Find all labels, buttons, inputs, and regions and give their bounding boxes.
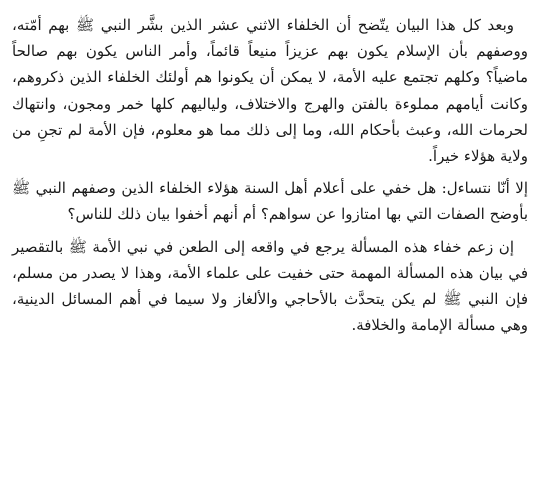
paragraph-3 xyxy=(12,234,528,339)
paragraph-2 xyxy=(12,175,528,227)
paragraph-2-text: إلا أنّا نتساءل: هل خفي على أعلام أهل السنة هؤلاء الخلفاء الذين وصفهم النبي ﷺ بأوضح الصفات التي بها امتازوا عن سواهم؟ أم أنهم أخفوا بيان ذلك للناس؟ xyxy=(12,179,528,224)
paragraph-3-text: إن زعم خفاء هذه المسألة يرجع في واقعه إلى الطعن في نبي الأمة ﷺ بالتقصير في بيان هذه المسألة المهمة حتى خفيت على علماء الأمة، وهذا لا يصدر من مسلم، فإن النبي ﷺ لم يكن يتحدَّث بالأحاجي والألغاز ولا سيما في أهم المسائل الدينية، وهي مسألة الإمامة والخلافة. xyxy=(12,237,528,335)
paragraph-1 xyxy=(12,12,528,169)
document-page xyxy=(12,12,528,338)
paragraph-1-text: وبعد كل هذا البيان يتّضح أن الخلفاء الاثني عشر الذين بشَّر النبي ﷺ بهم أمّته، ووصفهم بأن الإسلام يكون بهم عزيزاً منيعاً قائماً، وأمر الناس يكون بهم صالحاً ماضياً؟ وكلهم تجتمع عليه الأمة، لا يمكن أن يكونوا هم أولئك الخلفاء الذين ذكروهم، وكانت أيامهم مملوءة بالفتن والهرج والاختلاف، ولياليهم كلها خمر ومجون، وانتهاك لحرمات الله، وعبث بأحكام الله، وما إلى ذلك مما هو معلوم، فإن الأمة لم تجنِ من ولاية هؤلاء خيراً. xyxy=(12,16,528,166)
